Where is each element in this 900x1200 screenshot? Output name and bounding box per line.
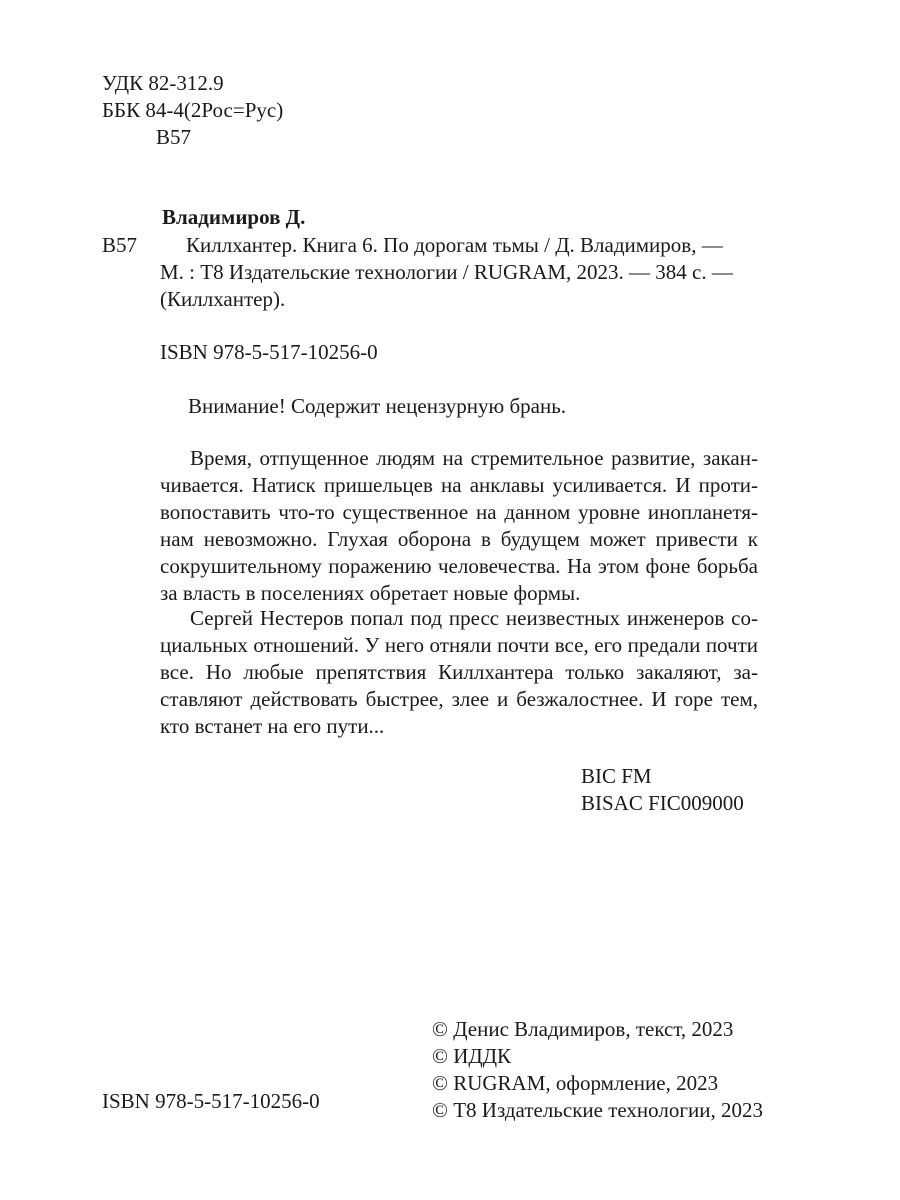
copyright-line: © RUGRAM, оформление, 2023 — [432, 1071, 719, 1095]
isbn-card: ISBN 978-5-517-10256-0 — [160, 340, 378, 364]
description-line: М. : Т8 Издательские технологии / RUGRAM, 2023. — 384 с. — — [160, 260, 733, 284]
author-name: Владимиров Д. — [162, 205, 306, 229]
annotation-line: Время, отпущенное людям на стремительное развитие, закан- — [190, 446, 758, 470]
copyright-line: © Т8 Издательские технологии, 2023 — [432, 1098, 763, 1122]
annotation-line: все. Но любые препятствия Киллхантера только закаляют, за- — [160, 660, 758, 684]
bibliographic-description — [160, 232, 733, 313]
udk-code: УДК 82-312.9 — [102, 71, 224, 95]
content-warning: Внимание! Содержит нецензурную брань. — [188, 394, 567, 418]
bisac-code: BISAC FIC009000 — [581, 791, 744, 815]
annotation-line: Сергей Нестеров попал под пресс неизвестных инженеров со- — [190, 606, 758, 630]
bbk-code: ББК 84-4(2Рос=Рус) — [102, 98, 284, 122]
copyright-block — [432, 1016, 763, 1124]
description-line: Киллхантер. Книга 6. По дорогам тьмы / Д. Владимиров, — — [186, 233, 723, 257]
copyright-line: © Денис Владимиров, текст, 2023 — [432, 1017, 734, 1041]
catalog-mark: В57 — [102, 233, 138, 257]
author-mark: В57 — [156, 125, 192, 149]
annotation-line: ставляют действовать быстрее, злее и безжалостнее. И горе тем, — [160, 687, 758, 711]
annotation-line: за власть в поселениях обретает новые формы. — [160, 581, 581, 605]
classification-block — [102, 70, 283, 151]
bic-code: BIC FM — [581, 764, 652, 788]
annotation-line: сокрушительному поражению человечества. На этом фоне борьба — [160, 554, 758, 578]
annotation-line: нам невозможно. Глухая оборона в будущем может привести к — [160, 527, 758, 551]
annotation-paragraph-2 — [160, 605, 758, 740]
annotation-line: циальных отношений. У него отняли почти все, его предали почти — [160, 633, 758, 657]
subject-codes — [581, 763, 744, 817]
annotation-line: чивается. Натиск пришельцев на анклавы усиливается. И проти- — [160, 473, 758, 497]
annotation-paragraph-1 — [160, 445, 758, 607]
annotation-line: вопоставить что-то существенное на данном уровне инопланетя- — [160, 500, 758, 524]
description-line: (Киллхантер). — [160, 287, 286, 311]
annotation-line: кто встанет на его пути... — [160, 714, 385, 738]
copyright-line: © ИДДК — [432, 1044, 512, 1068]
isbn-footer: ISBN 978-5-517-10256-0 — [102, 1089, 320, 1113]
